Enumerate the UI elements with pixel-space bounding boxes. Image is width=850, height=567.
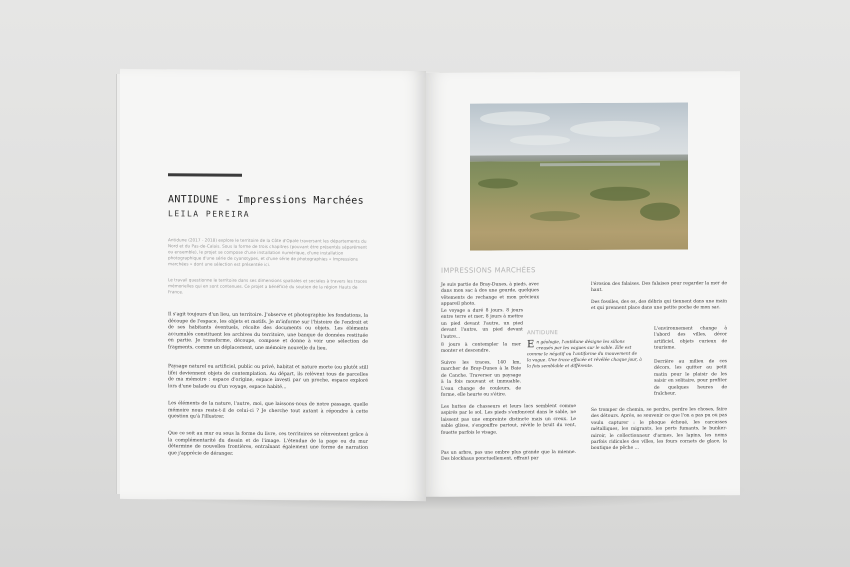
column-paragraph: L'environnement change à l'abord des villes, décor artificiel, objets curieux de tourisme. [654, 326, 727, 351]
body-paragraph: Il s'agit toujours d'un lieu, un territoire. J'observe et photographie les fondations, la découpe de l'espace, les objets et motifs. Je m'informe sur l'histoire de l'endroit et de ses habitants éventuels, récolte des documents ou objets. Les éléments accumulés constituent les archives du territoire, une banque de données restituée en partie. Je transforme, découpe, compose et donne à voir une sélection de fragments, comme un déplacement, une mémoire nouvelle du lieu. [168, 312, 368, 352]
intro-paragraph: Antidune (2017 - 2018) explore le territoire de la Côte d'Opale traversant les départements du Nord et du Pas-de-Calais. Sous la forme de trois chapitres (pouvant être présentés séparément ou ensemble), le projet se compose d'une installation numérique, d'une installation photographique d'une série de cyanotypes, et d'une série de photographies « Impressions marchées » dont une sélection est présentée ici. [168, 237, 368, 268]
column-paragraph: Pas un arbre, pas une ombre plus grande que la mienne. Des blockhaus ponctuellement, offrant par [441, 450, 576, 463]
column-paragraph: Derrière au milieu de ces décors, les quitter au petit matin pour le plaisir de les saisir en solitaire, pour profiter de quelques heures de fraîcheur. [654, 359, 727, 397]
body-paragraph: Que ce soit au mur ou sous la forme du livre, ces territoires se réinventent grâce à la complémentarité du dessin et de l'image. L'étendue de la page ou du mur détermine de nouvelles frontières, entraînant également une forme de narration que j'apprécie de déranger. [168, 431, 368, 457]
pull-quote-label: ANTIDUNE [527, 330, 559, 337]
pull-quote-text: n géologie, l'antidune désigne les sillons creusés par les vagues sur le sable. Elle est comme le négatif ou l'antiforme du mouvement de la vague. Une trace effacée et révélée chaque jour, à la fois semblable et différente. [527, 339, 642, 369]
section-heading: IMPRESSIONS MARCHÉES [441, 266, 536, 275]
article-author: LEILA PEREIRA [168, 209, 251, 219]
right-page [426, 71, 740, 497]
intro-paragraph: Le travail questionne le territoire dans ses dimensions spatiales et sociales à travers les traces mémorielles qui en sont contenues. Ce projet a bénéficié du soutien de la région Hauts de France. [168, 277, 368, 295]
column-paragraph: Les huttes de chasseurs et leurs lacs semblent comme aspirés par le sol. Les pieds s'enfoncent dans le sable, ne laissent pas une empreinte distincte mais un creux. Le sable glisse, s'engouffre partout, révèle le bruit du vent, fouette parfois le visage. [441, 404, 576, 436]
left-page [120, 69, 426, 501]
pull-quote-dropcap: E [527, 339, 535, 351]
column-paragraph: Je suis partie de Bray-Dunes, à pieds, avec dans mon sac à dos une gourde, quelques vêtements de rechange et mon précieux appareil photo. [441, 282, 539, 307]
article-title: ANTIDUNE - Impressions Marchées [168, 194, 364, 207]
body-paragraph: Les éléments de la nature, l'autre, moi, que laissons-nous de notre passage, quelle mémoire nous reste-t-il de celui-ci ? Je cherche tout autant à répondre à cette question qu'à l'illustrer. [168, 401, 368, 420]
column-paragraph: l'érosion des falaises. Des falaises pour regarder la mer de haut. [591, 281, 727, 294]
column-paragraph: Des fossiles, des os, des débris qui tiennent dans une main et qui prennent place dans une petite poche de mon sac. [591, 299, 727, 312]
body-paragraph: Paysage naturel ou artificiel, public ou privé, habitat et nature morte (ou plutôt still life) deviennent objets de contemplation. Au départ, ils relèvent tous de parcelles de ma mémoire : espace d'origine, espace investi par un proche, espace exploré lors d'une balade ou d'un voyage, espace habité... [168, 364, 368, 390]
column-paragraph: 8 jours à contempler la mer monter et descendre. [441, 342, 521, 355]
photo-water [540, 163, 660, 167]
landscape-photo [470, 102, 688, 250]
column-paragraph: Le voyage a duré 8 jours. 8 jours entre terre et mer, 8 jours à mettre un pied devant l'autre, un pied devant l'autre, un pied devant l'autre... [441, 308, 523, 340]
column-paragraph: Suivre les traces, 140 km, marcher de Bray-Dunes à la Baie de Canche. Traverser un paysage à la fois mouvant et immuable. L'eau change de couleurs, de forme, elle heurte ou s'étire. [441, 360, 521, 398]
pull-quote [527, 340, 642, 370]
column-paragraph: Se tromper de chemin, se perdre, perdre les choses, faire des détours. Après, se souvenir ce que l'on a pas pu ou pas voulu capturer : le phoque échoué, les carcasses métalliques, les migrants, les ports fumants, le bunker-miroir, le collectionneur d'armes, les lapins, les noms parfois ridicules des villes, les fours cornets de glace, la boutique de pêche ... [591, 407, 727, 452]
title-rule [168, 173, 242, 177]
